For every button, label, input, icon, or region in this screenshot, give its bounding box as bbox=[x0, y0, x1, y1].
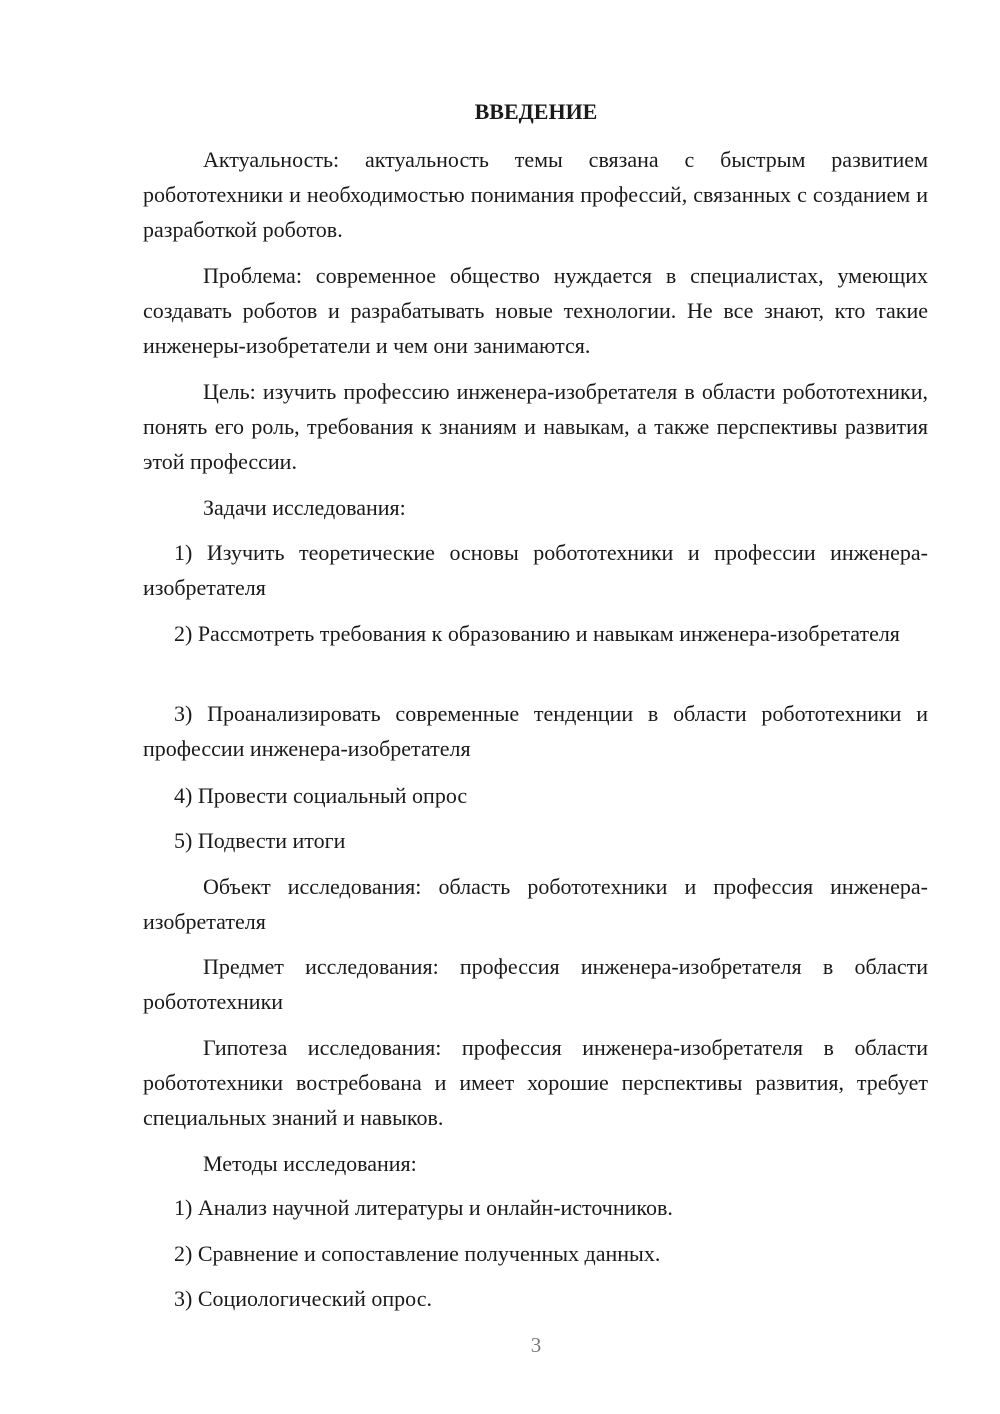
paragraph-object: Объект исследования: область робототехники и профессия инженера-изобретателя bbox=[143, 874, 928, 934]
list-item-task-3: 3) Проанализировать современные тенденции в области робототехники и профессии инженера-изобретателя bbox=[143, 701, 928, 761]
list-item-method-2: 2) Сравнение и сопоставление полученных данных. bbox=[174, 1241, 661, 1266]
paragraph-subject: Предмет исследования: профессия инженера-изобретателя в области робототехники bbox=[143, 954, 928, 1014]
list-item-task-5: 5) Подвести итоги bbox=[174, 828, 346, 853]
list-item-task-1: 1) Изучить теоретические основы робототехники и профессии инженера-изобретателя bbox=[143, 540, 928, 600]
list-item-task-4: 4) Провести социальный опрос bbox=[174, 783, 468, 808]
paragraph-hypothesis: Гипотеза исследования: профессия инженера-изобретателя в области робототехники востребована и имеет хорошие перспективы развития, требует специальных знаний и навыков. bbox=[143, 1035, 928, 1130]
paragraph-problem: Проблема: современное общество нуждается в специалистах, умеющих создавать роботов и разрабатывать новые технологии. Не все знают, кто такие инженеры-изобретатели и чем они занимаются. bbox=[143, 263, 928, 358]
paragraph-goal: Цель: изучить профессию инженера-изобретателя в области робототехники, понять его роль, требования к знаниям и навыкам, а также перспективы развития этой профессии. bbox=[143, 379, 928, 474]
paragraph-tasks-heading: Задачи исследования: bbox=[203, 495, 406, 520]
paragraph-methods-heading: Методы исследования: bbox=[203, 1151, 417, 1176]
page-title: ВВЕДЕНИЕ bbox=[474, 99, 598, 124]
page-number: 3 bbox=[530, 1333, 542, 1357]
paragraph-relevance: Актуальность: актуальность темы связана с быстрым развитием робототехники и необходимостью понимания профессий, связанных с созданием и разработкой роботов. bbox=[143, 147, 928, 242]
list-item-method-1: 1) Анализ научной литературы и онлайн-источников. bbox=[174, 1195, 673, 1220]
list-item-method-3: 3) Социологический опрос. bbox=[174, 1286, 432, 1311]
list-item-task-2: 2) Рассмотреть требования к образованию и навыкам инженера-изобретателя bbox=[174, 621, 900, 646]
